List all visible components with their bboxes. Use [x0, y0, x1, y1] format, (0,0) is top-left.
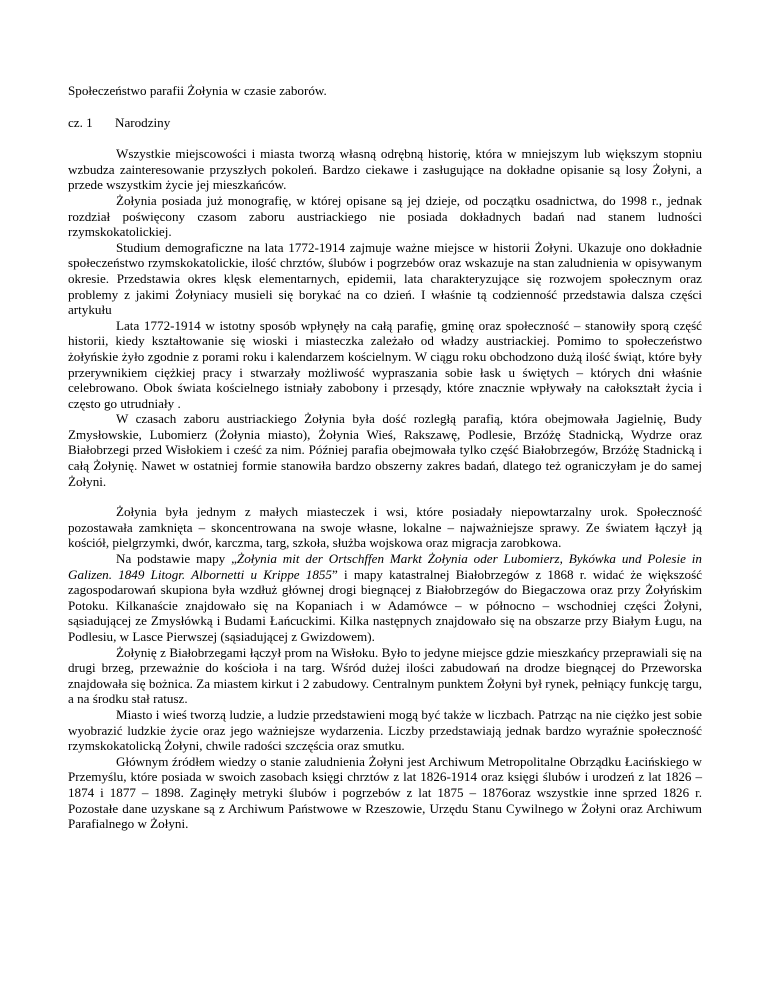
paragraph: Miasto i wieś tworzą ludzie, a ludzie przedstawieni mogą być także w liczbach. Patrząc na nie ciężko jest sobie wyobrazić ludzkie życie oraz jego ważniejsze wydarzenia. Liczby przedstawiają jednak bardzo wyraźnie społeczność rzymskokatolicką Żołyni, chwile radości szczęścia oraz smutku.: [68, 706, 702, 754]
paragraph: Głównym źródłem wiedzy o stanie zaludnienia Żołyni jest Archiwum Metropolitalne Obrządku Łacińskiego w Przemyślu, które posiada w swoich zasobach księgi chrztów z lat 1826-1914 oraz księgi ślubów i urodzeń z lat 1826 – 1874 i 1877 – 1898. Zaginęły metryki ślubów i pogrzebów z lat 1875 – 1876oraz wszystkie inne sprzed 1826 r. Pozostałe dane uzyskane są z Archiwum Państwowe w Rzeszowie, Urzędu Stanu Cywilnego w Żołyni oraz Archiwum Parafialnego w Żołyni.: [68, 753, 702, 832]
paragraph: W czasach zaboru austriackiego Żołynia była dość rozległą parafią, która obejmowała Jagielnię, Budy Zmysłowskie, Lubomierz (Żołynia miasto), Żołynia Wieś, Rakszawę, Podlesie, Brzóżę Stadnicką, Wydrze oraz Białobrzegi przed Wisłokiem i cześć za nim. Później parafia obejmowała tylko część Białobrzegów, Brzóżę Stadnicką i całą Żołynię. Nawet w ostatniej formie stanowiła bardzo obszerny zakres badań, dlatego też ograniczyłam je do samej Żołyni.: [68, 411, 702, 489]
map-description-text: ” i mapy katastralnej Białobrzegów z 1868 r. widać że większość zagospodarowań skupiona była wzdłuż głównej drogi biegnącej z Białobrzegów do Biegaczowa oraz przy Żołyńskim Potoku. Kilkanaście znajdowało się na Kopaniach i w Adamówce – w północno – wschodniej części Żołyni, sąsiadującej ze Zmysłówką i Budami Łańcuckimi. Kilka następnych znajdowało się na obszarze przy Białym Ługu, na Podlesiu, w Lasce Pierwszej (sąsiadującej z Gwizdowem).: [68, 566, 703, 644]
paragraph: Lata 1772-1914 w istotny sposób wpłynęły na całą parafię, gminę oraz społeczność – stanowiły sporą część historii, kiedy kształtowanie się wioski i miasteczka zależało od władzy austriackiej. Pomimo to społeczeństwo żołyńskie żyło zgodnie z porami roku i kalendarzem kościelnym. W ciągu roku obchodzono dużą ilość świąt, które były przerywnikiem ciężkiej pracy i stwarzały możliwość wypraszania sobie łask u świętych – których dni właśnie celebrowano. Obok świata kościelnego istniały zabobony i przesądy, które znacznie wpływały na całokształt życia i często go utrudniały .: [68, 317, 702, 411]
paragraph: Studium demograficzne na lata 1772-1914 zajmuje ważne miejsce w historii Żołyni. Ukazuje ono dokładnie społeczeństwo rzymskokatolickie, ilość chrztów, ślubów i pogrzebów oraz wskazuje na stan zaludnienia w opisywanym okresie. Przedstawia okres klęsk elementarnych, epidemii, lata charakteryzujące się rozwojem społecznym oraz problemy z jakimi Żołyniacy musieli się borykać na co dzień. I właśnie tą codzienność przedstawia dalsza części artykułu: [68, 239, 702, 318]
paragraph-gap: [68, 489, 702, 504]
paragraph-map-reference: [68, 551, 702, 645]
document-page: [68, 83, 702, 832]
paragraph: Żołynię z Białobrzegami łączył prom na Wisłoku. Było to jedyne miejsce gdzie mieszkańcy przeprawiali się na drugi brzeg, przeważnie do kościoła i na targ. Wśród dużej ilości zabudowań na drodze biegnącej do Przeworska znajdowała się bożnica. Za miastem kirkut i 2 zabudowy. Centralnym punktem Żołyni był rynek, pełniący funkcję targu, a na środku stał ratusz.: [68, 644, 702, 707]
section-name: Narodziny: [115, 114, 171, 130]
section-number: cz. 1: [68, 114, 93, 130]
map-title: Żołynia mit der Ortschffen Markt Żołynia oder Lubomierz, Bykówka und Polesie in Galizen. 1849 Litogr. Albornetti u Krippe 1855: [68, 551, 702, 582]
paragraph: Żołynia posiada już monografię, w której opisane są jej dzieje, od początku osadnictwa, do 1998 r., jednak rozdział poświęcony czasom zaboru austriackiego nie posiada dokładnych badań nad stanem ludności rzymskokatolickiej.: [68, 192, 702, 240]
paragraph: Żołynia była jednym z małych miasteczek i wsi, które posiadały niepowtarzalny urok. Społeczność pozostawała zamknięta – skoncentrowana na swoje własne, lokalne – najważniejsze sprawy. Ze światem łączył ją kościół, pielgrzymki, dwór, karczma, targ, szkoła, służba wojskowa oraz migracja zarobkowa.: [68, 504, 702, 551]
section-heading: [68, 115, 702, 131]
paragraph: Wszystkie miejscowości i miasta tworzą własną odrębną historię, która w mniejszym lub większym stopniu wzbudza zainteresowanie przyszłych pokoleń. Bardzo ciekawe i zasługujące na dokładne opisanie są losy Żołyni, a przede wszystkim życie jej mieszkańców.: [68, 146, 702, 193]
map-intro-text: Na podstawie mapy „: [116, 551, 237, 567]
page-title: Społeczeństwo parafii Żołynia w czasie zaborów.: [68, 83, 327, 98]
